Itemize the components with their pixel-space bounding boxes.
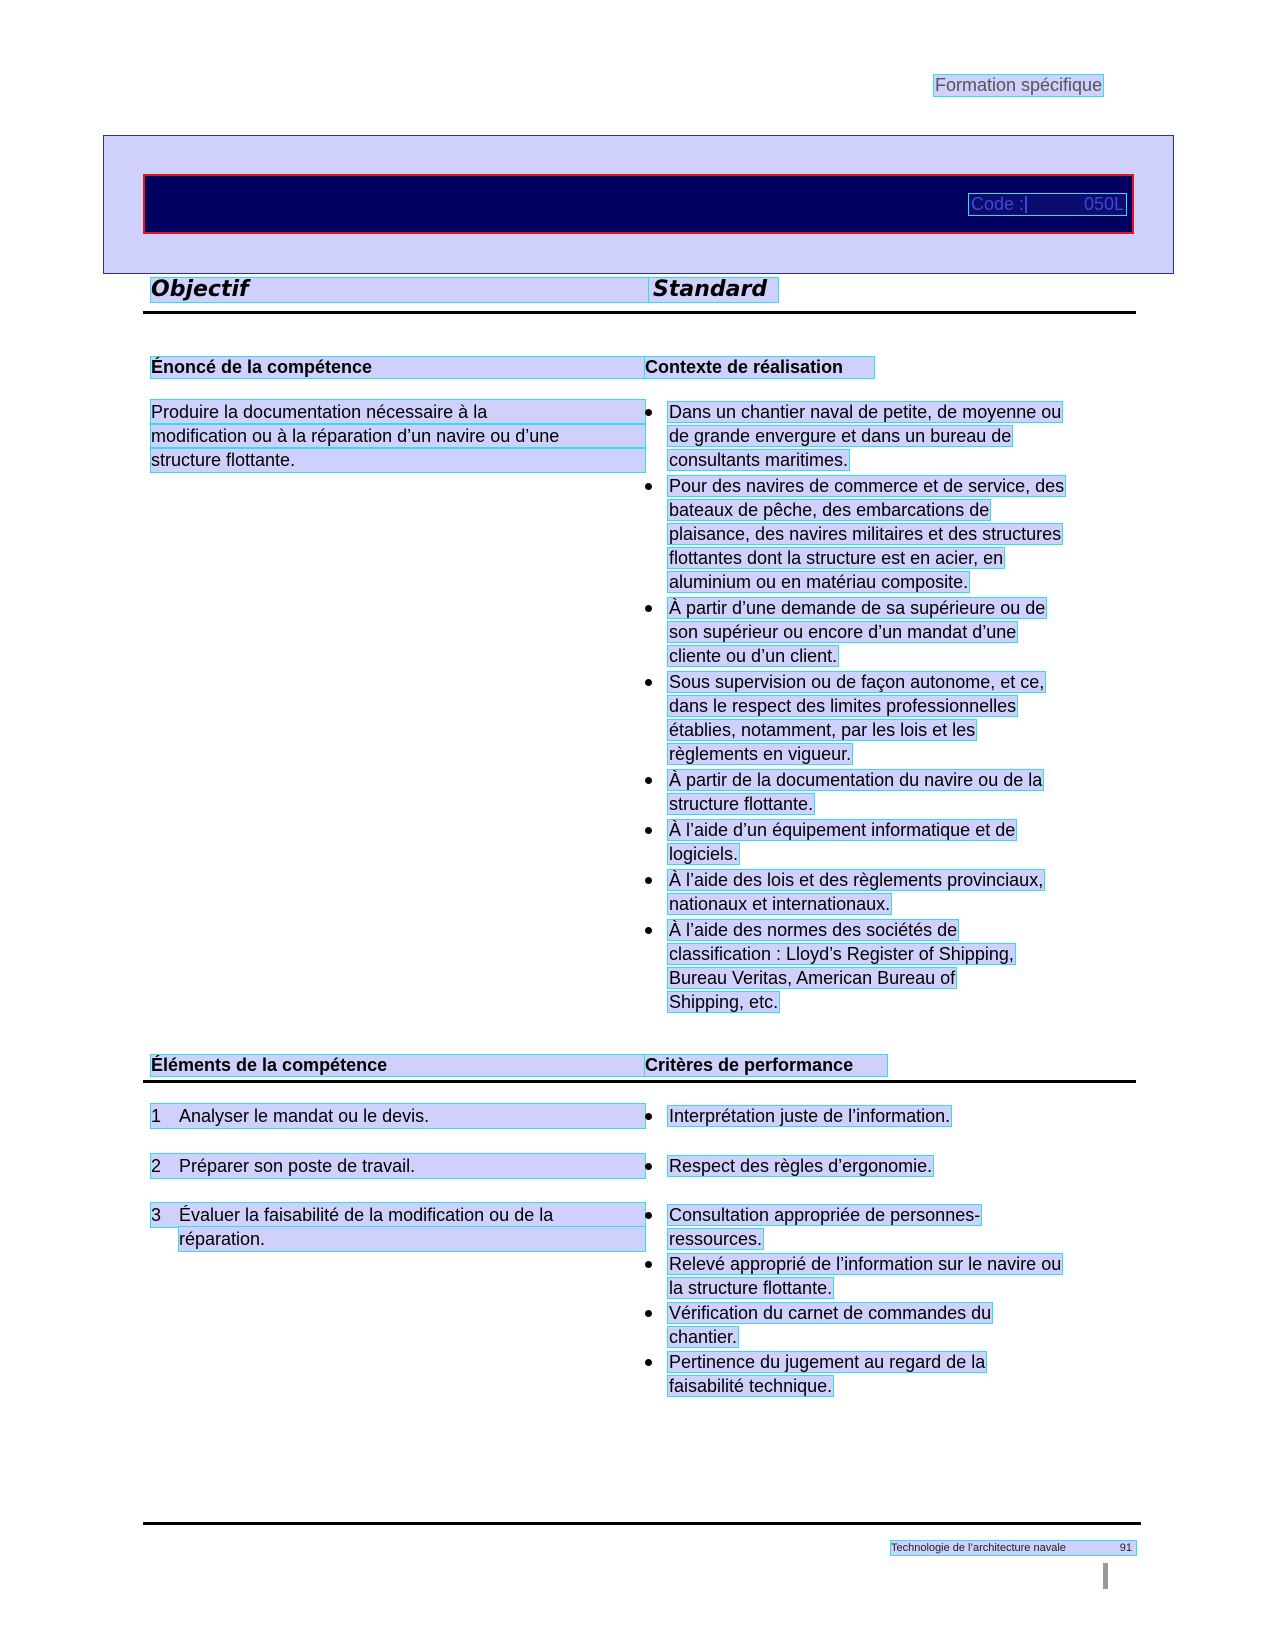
- bullet-item: [645, 1154, 1125, 1178]
- element-number: 3: [151, 1205, 162, 1225]
- bullet-icon: [645, 777, 652, 784]
- code-field: [969, 194, 1126, 215]
- element-text: Préparer son poste de travail.: [179, 1156, 416, 1176]
- element-item: [151, 1154, 645, 1178]
- criteria-heading: Critères de performance: [645, 1055, 887, 1076]
- bullet-icon: [645, 1261, 652, 1268]
- bullet-text: établies, notamment, par les lois et les: [669, 720, 976, 740]
- bullet-text: consultants maritimes.: [669, 450, 849, 470]
- bullet-item: [645, 918, 1125, 1014]
- bullet-text: cliente ou d’un client.: [669, 646, 838, 666]
- bullet-text: Respect des règles d’ergonomie.: [669, 1156, 933, 1176]
- enonce-line: structure flottante.: [151, 448, 645, 472]
- contexte-heading: Contexte de réalisation: [645, 357, 874, 378]
- criteria-list: [645, 1104, 1125, 1129]
- enonce-text: [151, 400, 645, 472]
- standard-title: Standard: [649, 278, 778, 302]
- objectif-title: Objectif: [151, 278, 649, 302]
- element-number: 1: [151, 1106, 162, 1126]
- bullet-icon: [645, 483, 652, 490]
- contexte-list: [645, 400, 1125, 1016]
- footer-divider: [143, 1522, 1141, 1525]
- bullet-text: logiciels.: [669, 844, 739, 864]
- bullet-icon: [645, 1310, 652, 1317]
- bullet-item: [645, 768, 1125, 816]
- code-separator: [1025, 196, 1027, 213]
- element-text: Évaluer la faisabilité de la modification ou de la: [179, 1205, 554, 1225]
- bullet-icon: [645, 1212, 652, 1219]
- enonce-heading: Énoncé de la compétence: [151, 357, 645, 378]
- bullet-text: plaisance, des navires militaires et des structures: [669, 524, 1062, 544]
- bullet-icon: [645, 1163, 652, 1170]
- title-divider: [143, 311, 1136, 314]
- bullet-text: classification : Lloyd’s Register of Shipping,: [669, 944, 1014, 964]
- criteria-list: [645, 1154, 1125, 1179]
- bullet-text: flottantes dont la structure est en acier, en: [669, 548, 1004, 568]
- footer: [891, 1541, 1136, 1555]
- bullet-item: [645, 596, 1125, 668]
- bullet-item: [645, 1104, 1125, 1128]
- bullet-text: Pertinence du jugement au regard de la: [669, 1352, 986, 1372]
- bullet-text: bateaux de pêche, des embarcations de: [669, 500, 990, 520]
- bullet-icon: [645, 1359, 652, 1366]
- bullet-text: Bureau Veritas, American Bureau of: [669, 968, 956, 988]
- bullet-text: la structure flottante.: [669, 1278, 833, 1298]
- bullet-text: À partir de la documentation du navire ou de la: [669, 770, 1043, 790]
- revision-bar: [1103, 1563, 1108, 1589]
- bullet-item: [645, 1350, 1125, 1398]
- element-text: réparation.: [179, 1229, 266, 1249]
- element-text: Analyser le mandat ou le devis.: [179, 1106, 430, 1126]
- enonce-line: modification ou à la réparation d’un navire ou d’une: [151, 424, 645, 448]
- bullet-icon: [645, 927, 652, 934]
- criteria-list: [645, 1203, 1125, 1399]
- bullet-text: faisabilité technique.: [669, 1376, 833, 1396]
- bullet-text: aluminium ou en matériau composite.: [669, 572, 969, 592]
- bullet-text: À l’aide des lois et des règlements provinciaux,: [669, 870, 1044, 890]
- code-label: Code :: [971, 194, 1025, 214]
- bullet-item: [645, 400, 1125, 472]
- bullet-item: [645, 818, 1125, 866]
- bullet-text: ressources.: [669, 1229, 763, 1249]
- element-item: [151, 1104, 645, 1128]
- bullet-text: de grande envergure et dans un bureau de: [669, 426, 1012, 446]
- bullet-text: Relevé approprié de l’information sur le navire ou: [669, 1254, 1062, 1274]
- bullet-icon: [645, 877, 652, 884]
- footer-program: Technologie de l’architecture navale: [891, 1542, 1066, 1554]
- bullet-item: [645, 670, 1125, 766]
- bullet-text: règlements en vigueur.: [669, 744, 852, 764]
- elements-divider: [143, 1080, 1136, 1083]
- bullet-item: [645, 1301, 1125, 1349]
- element-number: 2: [151, 1156, 162, 1176]
- bullet-text: À l’aide d’un équipement informatique et de: [669, 820, 1016, 840]
- bullet-icon: [645, 1113, 652, 1120]
- bullet-text: dans le respect des limites professionnelles: [669, 696, 1017, 716]
- bullet-text: Dans un chantier naval de petite, de moyenne ou: [669, 402, 1062, 422]
- enonce-line: Produire la documentation nécessaire à la: [151, 400, 645, 424]
- bullet-icon: [645, 679, 652, 686]
- element-item: [151, 1203, 645, 1251]
- bullet-text: Consultation appropriée de personnes-: [669, 1205, 981, 1225]
- code-value: 050L: [1083, 194, 1124, 214]
- section-label: Formation spécifique: [935, 75, 1103, 95]
- elements-heading: Éléments de la compétence: [151, 1055, 645, 1076]
- bullet-text: chantier.: [669, 1327, 738, 1347]
- bullet-item: [645, 474, 1125, 594]
- bullet-text: structure flottante.: [669, 794, 814, 814]
- bullet-item: [645, 868, 1125, 916]
- bullet-item: [645, 1203, 1125, 1251]
- bullet-text: Interprétation juste de l’information.: [669, 1106, 951, 1126]
- bullet-text: À l’aide des normes des sociétés de: [669, 920, 958, 940]
- bullet-text: Shipping, etc.: [669, 992, 779, 1012]
- bullet-text: Vérification du carnet de commandes du: [669, 1303, 992, 1323]
- bullet-text: son supérieur ou encore d’un mandat d’une: [669, 622, 1017, 642]
- bullet-text: À partir d’une demande de sa supérieure ou de: [669, 598, 1046, 618]
- bullet-icon: [645, 409, 652, 416]
- bullet-text: Pour des navires de commerce et de service, des: [669, 476, 1065, 496]
- page-number: 91: [1119, 1542, 1132, 1554]
- bullet-text: Sous supervision ou de façon autonome, et ce,: [669, 672, 1045, 692]
- bullet-item: [645, 1252, 1125, 1300]
- bullet-icon: [645, 827, 652, 834]
- bullet-text: nationaux et internationaux.: [669, 894, 891, 914]
- bullet-icon: [645, 605, 652, 612]
